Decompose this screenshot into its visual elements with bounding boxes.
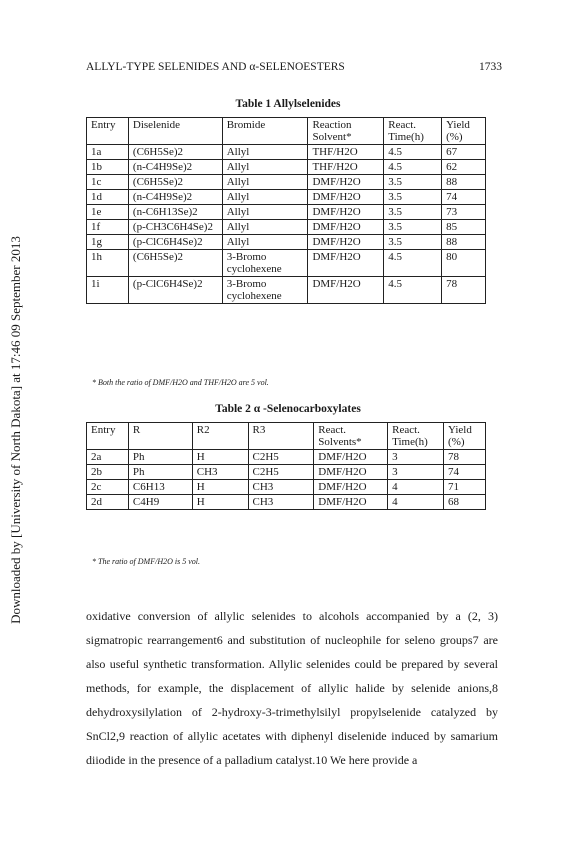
table-row bbox=[87, 205, 486, 220]
table-cell: 3.5 bbox=[384, 190, 442, 205]
table-cell: 4 bbox=[388, 495, 444, 510]
table-cell: (n-C4H9Se)2 bbox=[128, 190, 222, 205]
table-row bbox=[87, 175, 486, 190]
table1-allylselenides bbox=[86, 117, 486, 304]
table-cell: 1e bbox=[87, 205, 129, 220]
download-watermark: Downloaded by [University of North Dakota] at 17:46 09 September 2013 bbox=[8, 236, 23, 624]
table-cell: 3-Bromo cyclohexene bbox=[222, 277, 308, 304]
table-cell: THF/H2O bbox=[308, 160, 384, 175]
table-header-row bbox=[87, 118, 486, 145]
table-cell: DMF/H2O bbox=[308, 205, 384, 220]
table-cell: CH3 bbox=[248, 495, 314, 510]
table-cell: 1c bbox=[87, 175, 129, 190]
table-cell: CH3 bbox=[192, 465, 248, 480]
table-cell: DMF/H2O bbox=[308, 235, 384, 250]
table-cell: DMF/H2O bbox=[314, 450, 388, 465]
table-cell: DMF/H2O bbox=[314, 495, 388, 510]
table-row bbox=[87, 250, 486, 277]
table-cell: 62 bbox=[442, 160, 486, 175]
body-paragraph bbox=[86, 604, 498, 772]
table-cell: 4.5 bbox=[384, 250, 442, 277]
table2-body bbox=[87, 450, 486, 510]
table-cell: DMF/H2O bbox=[308, 250, 384, 277]
table-cell: 88 bbox=[442, 235, 486, 250]
table-cell: (n-C6H13Se)2 bbox=[128, 205, 222, 220]
table1-caption: Table 1 Allylselenides bbox=[235, 98, 341, 110]
table-header-cell: Diselenide bbox=[128, 118, 222, 145]
table-header-cell: Entry bbox=[87, 118, 129, 145]
table-header-cell: Bromide bbox=[222, 118, 308, 145]
table-cell: 1f bbox=[87, 220, 129, 235]
table-row bbox=[87, 450, 486, 465]
table-cell: 1a bbox=[87, 145, 129, 160]
table-header-cell: React. Time(h) bbox=[384, 118, 442, 145]
table-cell: (C6H5Se)2 bbox=[128, 250, 222, 277]
table-cell: 71 bbox=[444, 480, 486, 495]
table-cell: C2H5 bbox=[248, 465, 314, 480]
table-cell: 74 bbox=[442, 190, 486, 205]
table-cell: THF/H2O bbox=[308, 145, 384, 160]
table-header-cell: React. Solvents* bbox=[314, 423, 388, 450]
table-cell: DMF/H2O bbox=[308, 190, 384, 205]
table-cell: 1g bbox=[87, 235, 129, 250]
table-cell: Allyl bbox=[222, 145, 308, 160]
table-cell: 3 bbox=[388, 465, 444, 480]
table-cell: Ph bbox=[128, 450, 192, 465]
table-header-row bbox=[87, 423, 486, 450]
table-cell: 73 bbox=[442, 205, 486, 220]
table-row bbox=[87, 495, 486, 510]
table-cell: (C6H5Se)2 bbox=[128, 175, 222, 190]
table-header-cell: R bbox=[128, 423, 192, 450]
table-header-cell: R2 bbox=[192, 423, 248, 450]
table-cell: 1b bbox=[87, 160, 129, 175]
table-cell: DMF/H2O bbox=[314, 480, 388, 495]
table-cell: C4H9 bbox=[128, 495, 192, 510]
table-cell: 4.5 bbox=[384, 145, 442, 160]
table-cell: 1d bbox=[87, 190, 129, 205]
body-text: oxidative conversion of allylic selenides to alcohols accompanied by a (2, 3) sigmatropic rearrangement6 and substitution of nucleophile for seleno groups7 are also useful synthetic transformation. Allylic selenides could be prepared by several methods, for example, the displacement of allylic halide by selenide anions,8 dehydroxysilylation of 2-hydroxy-3-trimethylsilyl propylselenide catalyzed by SnCl2,9 reaction of allylic acetates with diphenyl diselenide induced by samarium diiodide in the presence of a palladium catalyst.10 We here provide a bbox=[86, 609, 498, 767]
table-cell: Ph bbox=[128, 465, 192, 480]
table-cell: 1i bbox=[87, 277, 129, 304]
table-cell: Allyl bbox=[222, 220, 308, 235]
table-cell: 3.5 bbox=[384, 220, 442, 235]
table-cell: (n-C4H9Se)2 bbox=[128, 160, 222, 175]
table-row bbox=[87, 235, 486, 250]
table-header-cell: Entry bbox=[87, 423, 129, 450]
table-cell: 3.5 bbox=[384, 235, 442, 250]
table-cell: 78 bbox=[442, 277, 486, 304]
table-cell: Allyl bbox=[222, 235, 308, 250]
table-cell: 3.5 bbox=[384, 175, 442, 190]
table-cell: 2d bbox=[87, 495, 129, 510]
table-cell: Allyl bbox=[222, 205, 308, 220]
table-cell: H bbox=[192, 495, 248, 510]
table-cell: H bbox=[192, 480, 248, 495]
table-cell: (p-ClC6H4Se)2 bbox=[128, 277, 222, 304]
table-row bbox=[87, 465, 486, 480]
table1-footnote: * Both the ratio of DMF/H2O and THF/H2O are 5 vol. bbox=[92, 378, 269, 387]
table-cell: C2H5 bbox=[248, 450, 314, 465]
table-cell: DMF/H2O bbox=[314, 465, 388, 480]
table-cell: 4.5 bbox=[384, 277, 442, 304]
table-cell: 2c bbox=[87, 480, 129, 495]
table-cell: Allyl bbox=[222, 160, 308, 175]
table2-selenocarboxylates bbox=[86, 422, 486, 510]
table-header-cell: React. Time(h) bbox=[388, 423, 444, 450]
running-title: ALLYL-TYPE SELENIDES AND α-SELENOESTERS bbox=[86, 61, 345, 73]
table-header-cell: Yield (%) bbox=[444, 423, 486, 450]
table-cell: (p-ClC6H4Se)2 bbox=[128, 235, 222, 250]
table-row bbox=[87, 220, 486, 235]
table-row bbox=[87, 160, 486, 175]
page-number: 1733 bbox=[479, 61, 502, 73]
table-row bbox=[87, 480, 486, 495]
table-cell: 3 bbox=[388, 450, 444, 465]
table-cell: 67 bbox=[442, 145, 486, 160]
table-cell: 4 bbox=[388, 480, 444, 495]
table-cell: C6H13 bbox=[128, 480, 192, 495]
table-header-cell: Reaction Solvent* bbox=[308, 118, 384, 145]
table-cell: 80 bbox=[442, 250, 486, 277]
table-row bbox=[87, 277, 486, 304]
table2-caption: Table 2 α -Selenocarboxylates bbox=[215, 403, 361, 415]
running-head bbox=[86, 61, 502, 73]
table-cell: (C6H5Se)2 bbox=[128, 145, 222, 160]
table-cell: 85 bbox=[442, 220, 486, 235]
table-cell: (p-CH3C6H4Se)2 bbox=[128, 220, 222, 235]
table-cell: 88 bbox=[442, 175, 486, 190]
table2-footnote: * The ratio of DMF/H2O is 5 vol. bbox=[92, 557, 200, 566]
table-cell: DMF/H2O bbox=[308, 220, 384, 235]
table-cell: Allyl bbox=[222, 175, 308, 190]
table1-body bbox=[87, 145, 486, 304]
table-cell: DMF/H2O bbox=[308, 277, 384, 304]
table-cell: 4.5 bbox=[384, 160, 442, 175]
table-header-cell: Yield (%) bbox=[442, 118, 486, 145]
table-cell: Allyl bbox=[222, 190, 308, 205]
table-cell: 74 bbox=[444, 465, 486, 480]
table-cell: CH3 bbox=[248, 480, 314, 495]
table-cell: 2b bbox=[87, 465, 129, 480]
table-row bbox=[87, 145, 486, 160]
table-cell: 78 bbox=[444, 450, 486, 465]
table-cell: DMF/H2O bbox=[308, 175, 384, 190]
table-row bbox=[87, 190, 486, 205]
table-cell: 68 bbox=[444, 495, 486, 510]
table-header-cell: R3 bbox=[248, 423, 314, 450]
table-cell: 1h bbox=[87, 250, 129, 277]
table-cell: 3.5 bbox=[384, 205, 442, 220]
table-cell: 3-Bromo cyclohexene bbox=[222, 250, 308, 277]
table-cell: 2a bbox=[87, 450, 129, 465]
table-cell: H bbox=[192, 450, 248, 465]
